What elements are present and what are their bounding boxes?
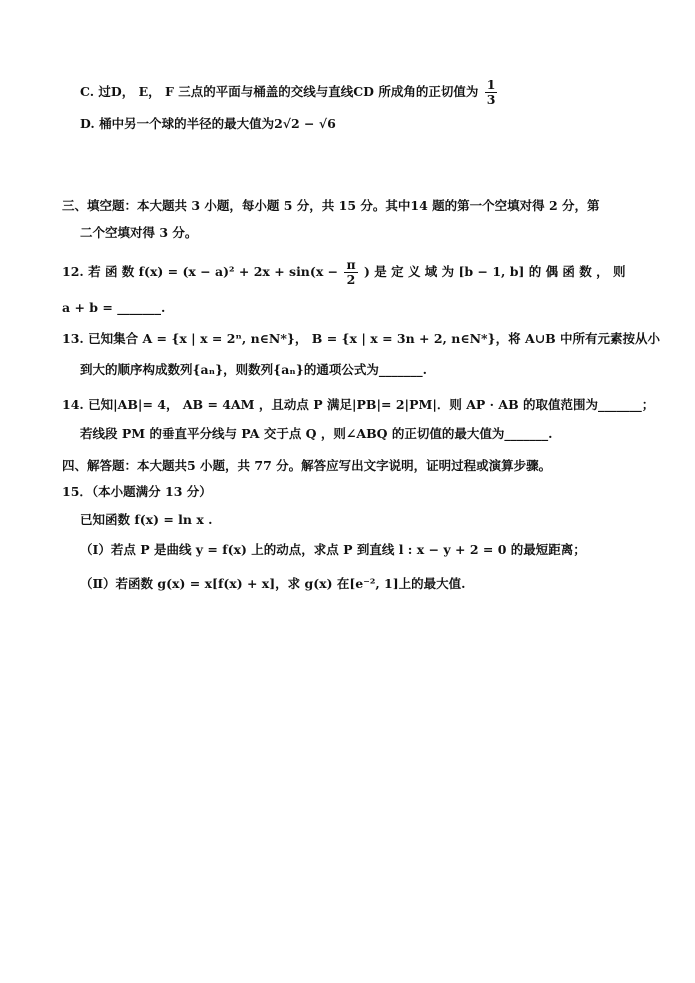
question-15-part-2: （Ⅱ）若函数 g(x) = x[f(x) + x]，求 g(x) 在[e⁻², 1]上的最大值. — [80, 576, 466, 591]
question-13: 13. 已知集合 A = {x | x = 2ⁿ, n∈N*}， B = {x | x = 3n + 2, n∈N*}，将 A∪B 中所有元素按从小 — [62, 331, 661, 346]
question-15-header: 15．（本小题满分 13 分） — [62, 484, 212, 499]
question-15-part-1: （Ⅰ）若点 P 是曲线 y = f(x) 上的动点，求点 P 到直线 l : x − y + 2 = 0 的最短距离； — [80, 542, 586, 557]
question-14: 14. 已知|AB|= 4， AB = 4AM ，且动点 P 满足|PB|= 2|PM|．则 AP · AB 的取值范围为_______； — [62, 397, 655, 412]
section-3-heading: 三、填空题：本大题共 3 小题，每小题 5 分，共 15 分。其中14 题的第一个空填对得 2 分，第 — [62, 198, 600, 213]
question-15-given: 已知函数 f(x) = ln x . — [80, 512, 213, 527]
option-c: C. 过D， E， F 三点的平面与桶盖的交线与直线CD 所成角的正切值为 $\frac{1}{3}$ — [80, 77, 496, 107]
question-14-cont: 若线段 PM 的垂直平分线与 PA 交于点 Q ，则∠ABQ 的正切值的最大值为_______. — [80, 426, 553, 441]
fraction-pi-over-2: $\frac{\pi}{2}$ — [346, 257, 356, 287]
question-13-cont: 到大的顺序构成数列{aₙ}，则数列{aₙ}的通项公式为_______. — [80, 362, 427, 377]
question-12: 12. 若 函 数 f(x) = (x − a)² + 2x + sin(x − $\frac{\pi}{2}$ ) 是 定 义 域 为 [b − 1, b] 的 偶 函 数 ， 则 — [62, 257, 626, 287]
section-4-heading: 四、解答题：本大题共5 小题，共 77 分。解答应写出文字说明，证明过程或演算步骤。 — [62, 458, 552, 473]
fraction-one-third: $\frac{1}{3}$ — [486, 77, 496, 107]
section-3-heading-cont: 二个空填对得 3 分。 — [80, 225, 198, 240]
option-d: D. 桶中另一个球的半径的最大值为2√2 − √6 — [80, 116, 336, 131]
question-12-answer: a + b = _______. — [62, 300, 166, 315]
